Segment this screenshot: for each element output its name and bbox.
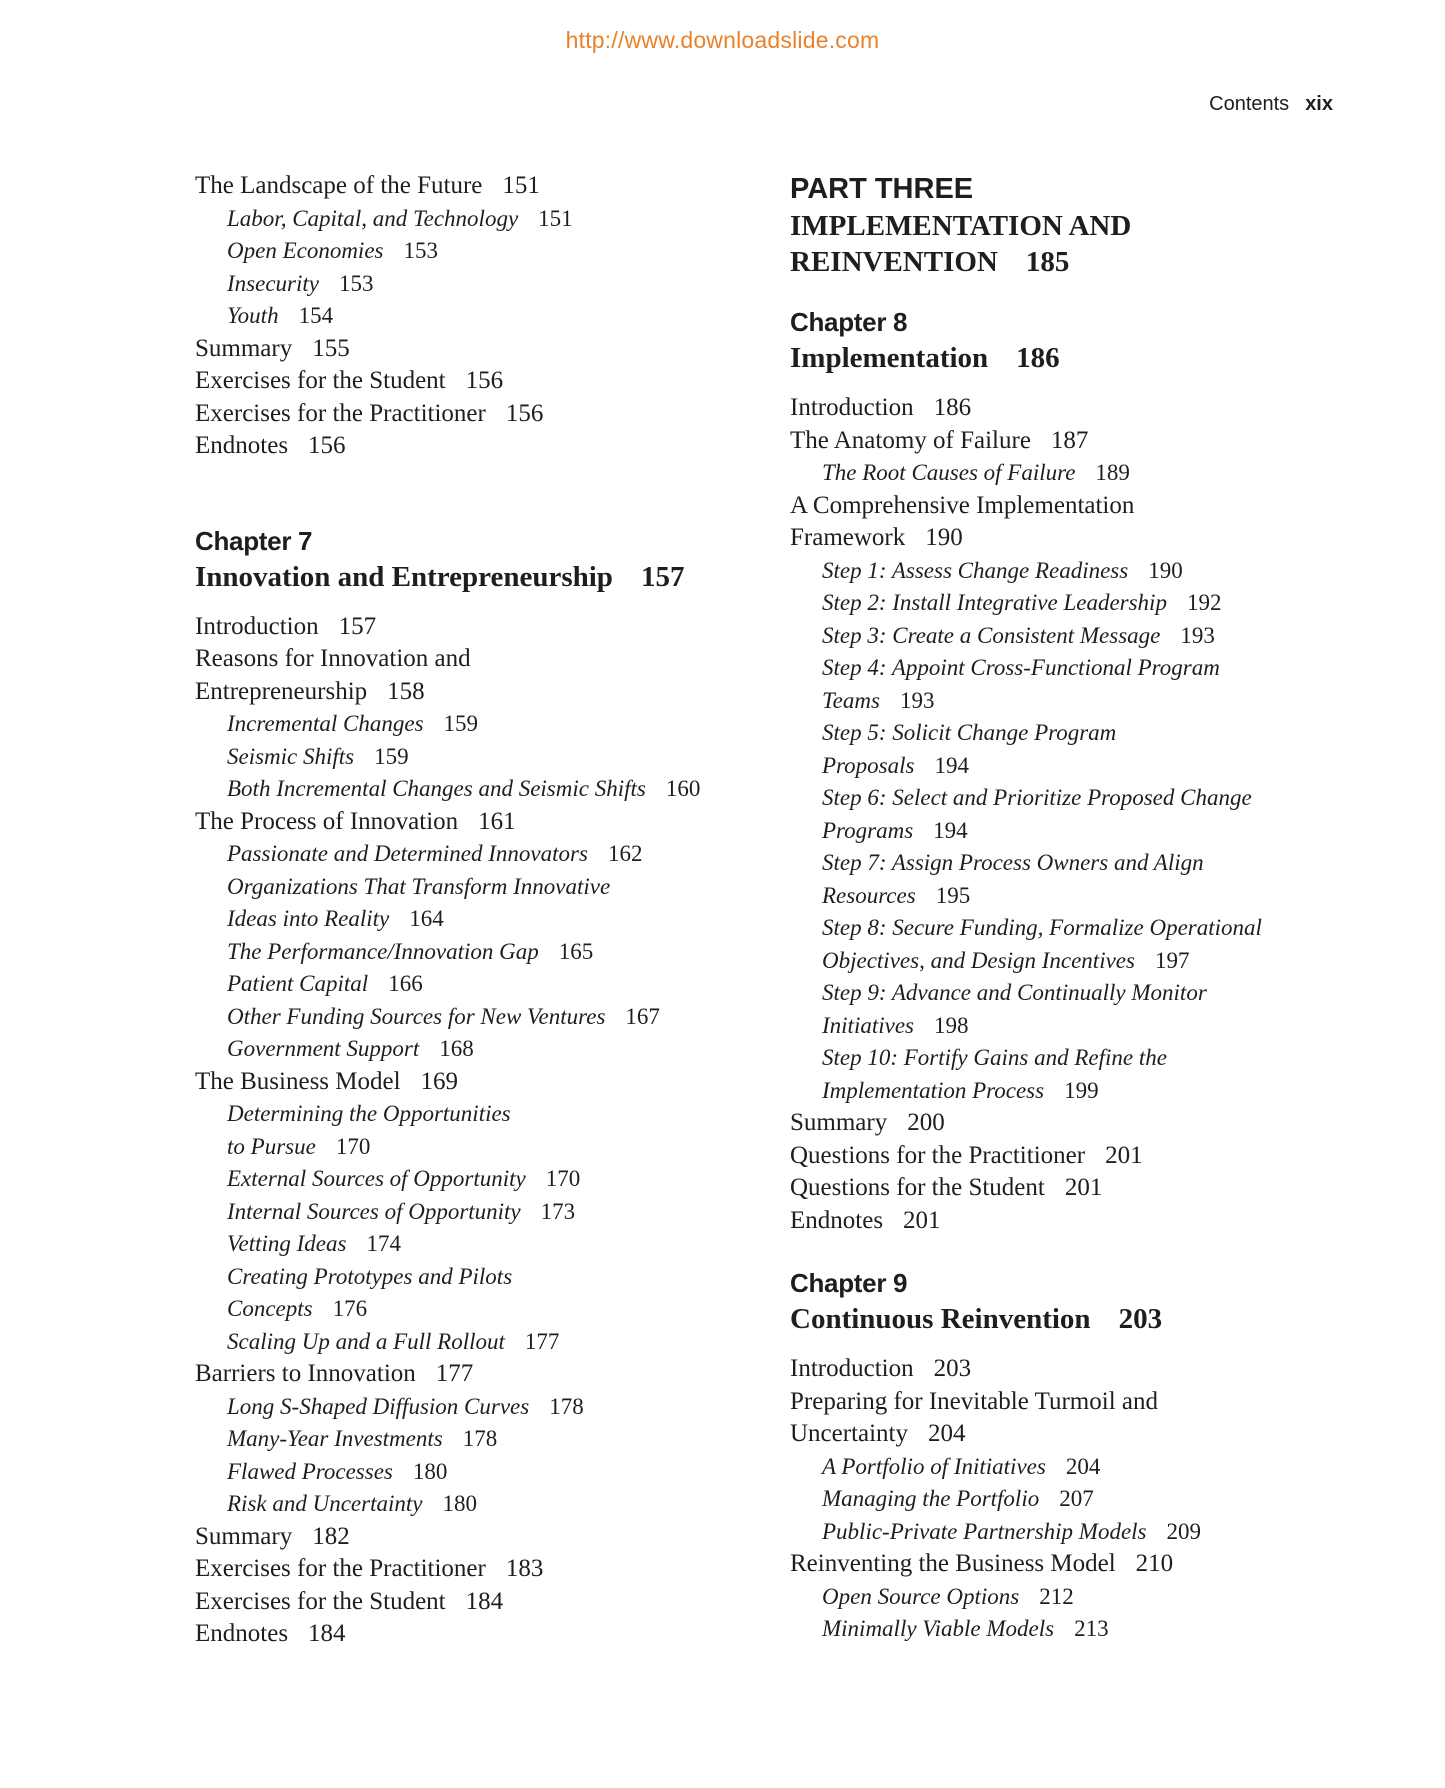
toc-entry — [195, 1261, 755, 1294]
toc-entry — [790, 1418, 1350, 1451]
toc-entry — [790, 522, 1350, 555]
toc-entry-title: Summary — [195, 334, 293, 362]
spacer — [195, 463, 755, 525]
toc-entry — [790, 457, 1350, 490]
toc-entry — [790, 392, 1350, 425]
toc-entry-page: 159 — [374, 743, 409, 769]
toc-entry-title: Step 8: Secure Funding, Formalize Operational — [822, 915, 1262, 940]
toc-entry-title: The Landscape of the Future — [195, 172, 483, 199]
toc-entry-title: Endnotes — [195, 432, 289, 459]
toc-entry — [790, 945, 1350, 978]
toc-entry-page: 183 — [505, 1555, 544, 1582]
toc-entry — [195, 1098, 755, 1131]
toc-entry-title: Organizations That Transform Innovative — [227, 873, 611, 899]
toc-entry-title: Summary — [195, 1522, 293, 1550]
toc-entry-title: Introduction — [790, 1355, 914, 1382]
chapter-9-page: 203 — [1118, 1303, 1163, 1335]
toc-entry-title: Programs — [822, 817, 914, 843]
toc-entry — [195, 333, 755, 366]
toc-entry-page: 159 — [443, 711, 479, 736]
toc-entry-page: 193 — [899, 687, 935, 713]
toc-entry-title: Framework — [790, 524, 906, 551]
toc-entry-page: 151 — [502, 172, 540, 199]
toc-entry-title: Reinventing the Business Model — [790, 1550, 1116, 1577]
toc-entry — [195, 708, 755, 741]
toc-entry-page: 209 — [1166, 1518, 1201, 1544]
toc-entry-page: 164 — [409, 906, 444, 931]
chapter-8-page: 186 — [1016, 342, 1060, 374]
toc-entry-title: Both Incremental Changes and Seismic Shifts — [227, 776, 646, 801]
toc-entry-title: Open Source Options — [822, 1583, 1020, 1609]
toc-entry-page: 201 — [1105, 1141, 1143, 1169]
part-title-line2 — [790, 244, 1350, 280]
toc-entry-page: 201 — [903, 1206, 941, 1234]
toc-entry-title: Introduction — [195, 612, 319, 640]
toc-entry — [195, 1228, 755, 1261]
toc-entry-title: Questions for the Practitioner — [790, 1141, 1086, 1169]
toc-entry-title: Vetting Ideas — [227, 1231, 347, 1256]
toc-entry-page: 158 — [387, 677, 425, 705]
toc-list-chapter9 — [790, 1353, 1350, 1646]
running-head-label: Contents — [1209, 93, 1290, 115]
toc-entry-page: 207 — [1059, 1486, 1094, 1511]
toc-entry-title: Objectives, and Design Incentives — [822, 947, 1135, 973]
watermark-url: http://www.downloadslide.com — [565, 27, 880, 53]
toc-entry-page: 182 — [312, 1522, 350, 1550]
toc-entry-title: External Sources of Opportunity — [227, 1166, 526, 1191]
toc-entry — [790, 1172, 1350, 1205]
toc-entry — [790, 1548, 1350, 1581]
toc-entry — [195, 1618, 755, 1651]
toc-entry-title: to Pursue — [227, 1133, 316, 1159]
chapter-9-title — [790, 1299, 1350, 1339]
toc-entry — [195, 1066, 755, 1099]
chapter-7-label: Chapter 7 — [195, 525, 313, 556]
toc-entry-title: Step 10: Fortify Gains and Refine the — [822, 1045, 1167, 1070]
toc-entry-title: Summary — [790, 1109, 888, 1136]
toc-entry-page: 184 — [465, 1587, 504, 1615]
toc-entry — [195, 741, 755, 774]
toc-entry-title: Minimally Viable Models — [822, 1616, 1055, 1641]
toc-entry — [195, 903, 755, 936]
toc-entry — [195, 936, 755, 969]
part-label: PART THREE — [790, 173, 974, 205]
toc-entry-title: A Portfolio of Initiatives — [822, 1453, 1046, 1479]
toc-entry-title: Entrepreneurship — [195, 677, 368, 705]
toc-entry — [790, 1516, 1350, 1549]
toc-entry-title: Insecurity — [227, 270, 319, 296]
chapter-8-title — [790, 338, 1350, 378]
left-column — [195, 170, 755, 1651]
toc-entry — [195, 1423, 755, 1456]
toc-entry-title: The Root Causes of Failure — [822, 460, 1076, 485]
toc-entry — [790, 425, 1350, 458]
toc-entry-title: The Process of Innovation — [195, 807, 459, 835]
toc-entry — [790, 1581, 1350, 1614]
toc-entry-page: 210 — [1135, 1550, 1174, 1577]
toc-entry — [790, 490, 1350, 523]
toc-entry-page: 189 — [1095, 460, 1130, 485]
toc-entry-page: 167 — [625, 1003, 660, 1029]
toc-entry-title: Resources — [822, 882, 916, 908]
toc-entry-page: 154 — [298, 303, 334, 328]
toc-entry-page: 170 — [545, 1166, 581, 1191]
toc-entry-title: Step 7: Assign Process Owners and Align — [822, 850, 1204, 875]
toc-entry-page: 177 — [524, 1328, 560, 1354]
toc-entry-title: Preparing for Inevitable Turmoil and — [790, 1387, 1158, 1415]
toc-entry-title: The Performance/Innovation Gap — [227, 938, 539, 964]
toc-entry-title: Step 6: Select and Prioritize Proposed Change — [822, 785, 1252, 810]
chapter-9-title-text: Continuous Reinvention — [790, 1303, 1091, 1335]
toc-entry-page: 168 — [439, 1036, 474, 1061]
toc-entry-page: 165 — [558, 938, 594, 964]
running-head-page: xix — [1305, 93, 1333, 115]
toc-entry-title: Long S-Shaped Diffusion Curves — [227, 1393, 530, 1419]
toc-entry-title: Step 5: Solicit Change Program — [822, 720, 1117, 745]
toc-entry-title: Barriers to Innovation — [195, 1360, 416, 1387]
toc-entry-page: 155 — [312, 334, 350, 362]
part-title-line2-text: REINVENTION — [790, 246, 998, 278]
toc-entry-title: Step 2: Install Integrative Leadership — [822, 590, 1167, 615]
toc-entry-title: Step 9: Advance and Continually Monitor — [822, 980, 1207, 1005]
toc-entry-title: Managing the Portfolio — [822, 1486, 1040, 1511]
toc-entry-page: 180 — [442, 1491, 477, 1516]
toc-entry-title: Scaling Up and a Full Rollout — [227, 1328, 505, 1354]
toc-entry-page: 197 — [1154, 947, 1190, 973]
toc-entry-title: Flawed Processes — [227, 1458, 393, 1484]
toc-entry — [195, 1033, 755, 1066]
toc-entry-page: 213 — [1074, 1616, 1109, 1641]
toc-entry — [195, 1001, 755, 1034]
toc-entry-title: The Anatomy of Failure — [790, 426, 1031, 454]
toc-list-chapter8 — [790, 392, 1350, 1237]
toc-entry — [790, 587, 1350, 620]
toc-entry-page: 153 — [338, 270, 374, 296]
toc-entry-page: 160 — [665, 776, 701, 801]
toc-entry-title: Proposals — [822, 752, 915, 778]
right-column — [790, 170, 1350, 1646]
toc-entry-page: 195 — [935, 882, 971, 908]
toc-entry — [195, 300, 755, 333]
toc-entry-title: Seismic Shifts — [227, 743, 355, 769]
toc-entry-page: 186 — [933, 394, 972, 421]
toc-entry-title: Endnotes — [790, 1206, 884, 1234]
toc-entry-page: 203 — [933, 1355, 972, 1382]
toc-entry-title: Exercises for the Student — [195, 367, 446, 394]
chapter-9-heading — [790, 1267, 1350, 1339]
toc-entry — [790, 1042, 1350, 1075]
toc-entry-page: 199 — [1064, 1077, 1099, 1103]
toc-entry — [790, 815, 1350, 848]
toc-entry — [790, 977, 1350, 1010]
toc-entry-page: 190 — [925, 524, 963, 551]
toc-entry — [195, 871, 755, 904]
toc-entry — [790, 1075, 1350, 1108]
chapter-9-label: Chapter 9 — [790, 1268, 908, 1298]
toc-entry — [195, 806, 755, 839]
toc-entry-title: Exercises for the Practitioner — [195, 399, 486, 427]
toc-entry — [790, 782, 1350, 815]
toc-entry-title: Ideas into Reality — [227, 906, 390, 931]
toc-entry — [790, 847, 1350, 880]
toc-entry-title: Initiatives — [822, 1012, 914, 1038]
toc-entry-page: 157 — [338, 612, 377, 640]
toc-entry-page: 178 — [462, 1426, 498, 1451]
chapter-8-heading — [790, 306, 1350, 378]
toc-entry — [790, 1140, 1350, 1173]
toc-entry — [195, 676, 755, 709]
toc-entry-page: 190 — [1148, 557, 1183, 583]
toc-entry-page: 200 — [907, 1109, 945, 1136]
chapter-8-title-text: Implementation — [790, 342, 989, 374]
toc-entry — [195, 1326, 755, 1359]
part-three-heading — [790, 170, 1350, 280]
toc-entry-page: 184 — [308, 1620, 346, 1647]
toc-entry-page: 204 — [1065, 1453, 1101, 1479]
toc-entry-title: Youth — [227, 303, 279, 328]
toc-entry-title: Implementation Process — [822, 1077, 1045, 1103]
toc-entry — [195, 1196, 755, 1229]
toc-entry-title: The Business Model — [195, 1067, 401, 1095]
toc-entry — [195, 968, 755, 1001]
toc-entry — [195, 1391, 755, 1424]
toc-entry — [790, 750, 1350, 783]
toc-entry — [195, 398, 755, 431]
toc-entry-title: Teams — [822, 687, 880, 713]
chapter-7-title-text: Innovation and Entrepreneurship — [195, 560, 613, 593]
toc-entry — [195, 170, 755, 203]
toc-entry — [790, 1451, 1350, 1484]
toc-entry-page: 177 — [435, 1360, 474, 1387]
toc-entry-title: Public-Private Partnership Models — [822, 1518, 1147, 1544]
toc-entry-page: 166 — [388, 971, 423, 996]
toc-entry-title: Open Economies — [227, 238, 384, 263]
toc-entry-title: Risk and Uncertainty — [227, 1491, 423, 1516]
chapter-7-title — [195, 557, 755, 597]
toc-entry-page: 192 — [1186, 590, 1222, 615]
toc-entry-page: 180 — [412, 1458, 448, 1484]
toc-entry — [790, 717, 1350, 750]
toc-entry-page: 187 — [1050, 426, 1089, 454]
toc-entry — [790, 1613, 1350, 1646]
toc-entry-page: 201 — [1064, 1174, 1103, 1201]
toc-entry — [195, 611, 755, 644]
toc-entry-title: Endnotes — [195, 1620, 289, 1647]
toc-entry-title: Determining the Opportunities — [227, 1101, 511, 1126]
toc-entry-title: Step 1: Assess Change Readiness — [822, 557, 1129, 583]
toc-entry-page: 156 — [308, 432, 346, 459]
toc-entry-page: 176 — [332, 1296, 368, 1321]
toc-entry-page: 174 — [366, 1231, 401, 1256]
toc-entry-page: 194 — [933, 817, 968, 843]
running-head — [1209, 93, 1333, 116]
toc-list-chapter6-tail — [195, 170, 755, 463]
toc-entry-title: Concepts — [227, 1296, 313, 1321]
toc-entry — [790, 652, 1350, 685]
toc-entry-page: 178 — [549, 1393, 584, 1419]
toc-entry-title: Exercises for the Student — [195, 1587, 446, 1615]
toc-entry-title: Labor, Capital, and Technology — [227, 205, 519, 231]
toc-entry — [195, 268, 755, 301]
toc-entry-title: Step 3: Create a Consistent Message — [822, 622, 1161, 648]
part-title-line1: IMPLEMENTATION AND — [790, 210, 1132, 242]
toc-entry — [195, 1358, 755, 1391]
toc-entry — [195, 1521, 755, 1554]
toc-entry-title: Step 4: Appoint Cross-Functional Program — [822, 655, 1220, 680]
chapter-7-heading — [195, 525, 755, 597]
toc-entry-page: 194 — [934, 752, 969, 778]
toc-entry — [195, 1553, 755, 1586]
toc-entry — [195, 773, 755, 806]
toc-entry-title: Reasons for Innovation and — [195, 645, 471, 672]
spacer — [790, 1237, 1350, 1267]
toc-entry — [790, 1010, 1350, 1043]
toc-entry-page: 156 — [465, 367, 504, 394]
toc-entry — [790, 1386, 1350, 1419]
toc-entry — [790, 1353, 1350, 1386]
toc-entry-title: Other Funding Sources for New Ventures — [227, 1003, 606, 1029]
toc-entry-title: Creating Prototypes and Pilots — [227, 1263, 513, 1289]
toc-entry — [790, 1107, 1350, 1140]
toc-entry — [195, 1456, 755, 1489]
toc-entry-title: A Comprehensive Implementation — [790, 491, 1135, 519]
toc-entry — [195, 1131, 755, 1164]
toc-entry-page: 161 — [478, 807, 516, 835]
toc-entry-title: Passionate and Determined Innovators — [227, 841, 588, 866]
spacer — [790, 280, 1350, 306]
toc-entry-page: 153 — [403, 238, 438, 263]
toc-entry — [790, 912, 1350, 945]
chapter-8-label: Chapter 8 — [790, 307, 908, 337]
toc-entry — [195, 643, 755, 676]
toc-entry — [195, 1488, 755, 1521]
toc-entry-page: 169 — [420, 1067, 459, 1095]
toc-entry-page: 204 — [928, 1420, 966, 1447]
toc-entry — [195, 235, 755, 268]
toc-entry — [195, 430, 755, 463]
toc-entry — [790, 880, 1350, 913]
toc-entry — [790, 620, 1350, 653]
toc-entry — [790, 555, 1350, 588]
toc-entry-title: Internal Sources of Opportunity — [227, 1198, 521, 1224]
toc-entry-page: 198 — [933, 1012, 969, 1038]
part-page: 185 — [1025, 246, 1070, 278]
toc-entry — [195, 1163, 755, 1196]
toc-entry-page: 151 — [538, 205, 573, 231]
toc-entry-title: Introduction — [790, 394, 914, 421]
toc-entry-title: Questions for the Student — [790, 1174, 1045, 1201]
toc-entry-title: Patient Capital — [227, 971, 369, 996]
toc-entry-page: 173 — [540, 1198, 576, 1224]
toc-entry-page: 162 — [607, 841, 643, 866]
toc-entry-page: 193 — [1180, 622, 1215, 648]
toc-entry — [195, 1586, 755, 1619]
toc-entry — [195, 365, 755, 398]
toc-entry-title: Government Support — [227, 1036, 420, 1061]
toc-entry — [195, 1293, 755, 1326]
toc-entry-title: Exercises for the Practitioner — [195, 1555, 486, 1582]
toc-entry-page: 156 — [505, 399, 544, 427]
toc-entry — [195, 203, 755, 236]
toc-entry-title: Incremental Changes — [227, 711, 424, 736]
toc-entry — [790, 1483, 1350, 1516]
toc-entry — [790, 685, 1350, 718]
chapter-7-page: 157 — [640, 560, 685, 593]
toc-entry-page: 212 — [1039, 1583, 1074, 1609]
toc-entry — [195, 838, 755, 871]
toc-entry-title: Uncertainty — [790, 1420, 909, 1447]
toc-entry-title: Many-Year Investments — [227, 1426, 443, 1451]
toc-list-chapter7 — [195, 611, 755, 1651]
toc-entry — [790, 1205, 1350, 1238]
toc-entry-page: 170 — [335, 1133, 371, 1159]
